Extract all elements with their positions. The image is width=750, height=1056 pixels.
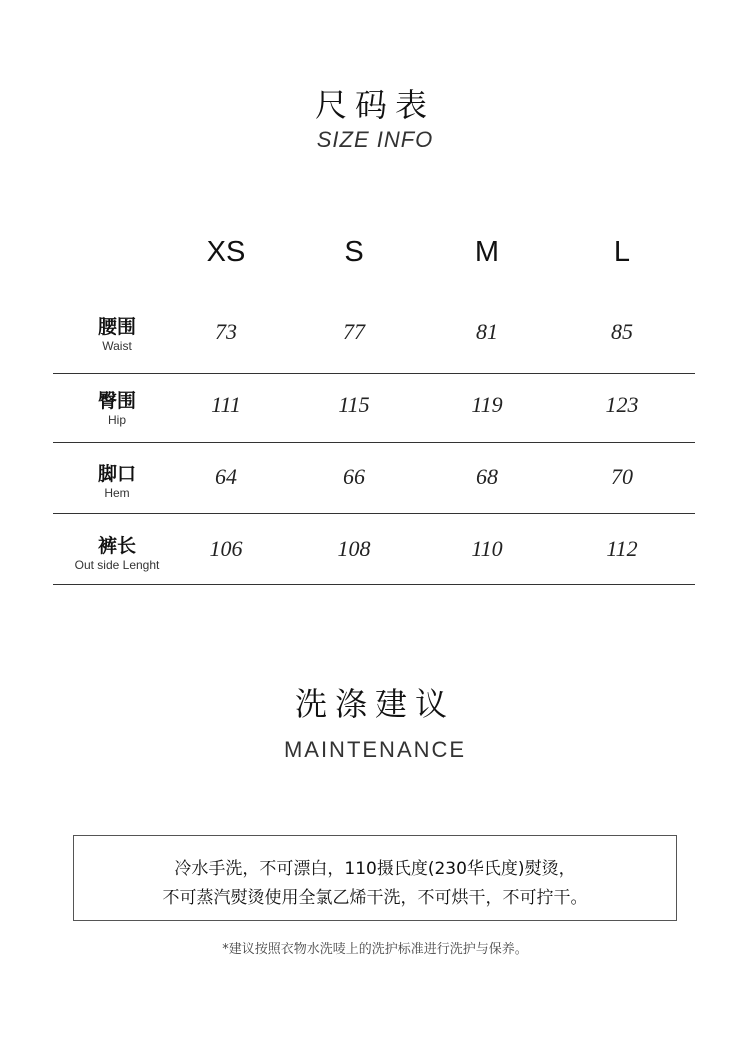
row-label-cn: 腰围 xyxy=(97,316,136,338)
table-cell: 77 xyxy=(343,319,365,344)
table-cell: 68 xyxy=(476,464,498,489)
row-label-en: Hem xyxy=(104,486,130,500)
row-label-hip xyxy=(53,390,181,428)
size-header-l: L xyxy=(613,236,631,268)
maintenance-subtitle: MAINTENANCE xyxy=(283,737,467,762)
row-label-cn: 臀围 xyxy=(97,390,136,412)
row-label-en: Out side Lenght xyxy=(74,558,160,572)
row-label-cn: 脚口 xyxy=(97,463,136,485)
row-label-hem xyxy=(53,463,181,501)
table-cell: 66 xyxy=(343,464,365,489)
table-cell: 85 xyxy=(611,319,633,344)
table-row-hem xyxy=(53,443,695,514)
table-cell: 119 xyxy=(471,392,503,417)
table-cell: 81 xyxy=(476,319,498,344)
size-chart-subtitle: SIZE INFO xyxy=(316,127,434,152)
table-row-length xyxy=(53,514,695,585)
row-label-waist xyxy=(53,316,181,354)
care-instructions-line-1: 冷水手洗，不可漂白，110摄氏度(230华氏度)熨烫， xyxy=(174,859,576,879)
table-cell: 108 xyxy=(337,536,371,561)
size-chart-title: 尺码表 xyxy=(314,86,435,124)
maintenance-title: 洗涤建议 xyxy=(294,685,455,723)
size-header-m: M xyxy=(474,236,500,268)
care-instructions-box xyxy=(73,835,677,921)
table-cell: 112 xyxy=(606,536,638,561)
table-row-waist xyxy=(53,305,695,374)
table-cell: 64 xyxy=(215,464,237,489)
row-label-length xyxy=(53,535,181,573)
table-cell: 73 xyxy=(215,319,237,344)
table-cell: 106 xyxy=(209,536,243,561)
size-header-s: S xyxy=(344,236,364,268)
row-label-en: Waist xyxy=(102,339,132,353)
row-label-cn: 裤长 xyxy=(97,535,136,557)
row-label-en: Hip xyxy=(107,413,126,427)
care-instructions-line-2: 不可蒸汽熨烫使用全氯乙烯干洗，不可烘干，不可拧干。 xyxy=(162,888,588,908)
table-cell: 110 xyxy=(471,536,503,561)
table-cell: 111 xyxy=(211,392,241,417)
table-cell: 115 xyxy=(338,392,370,417)
table-row-hip xyxy=(53,374,695,443)
size-header-xs: XS xyxy=(206,236,246,268)
table-cell: 70 xyxy=(611,464,633,489)
table-cell: 123 xyxy=(605,392,639,417)
care-footnote: *建议按照衣物水洗唛上的洗护标准进行洗护与保养。 xyxy=(222,942,528,957)
